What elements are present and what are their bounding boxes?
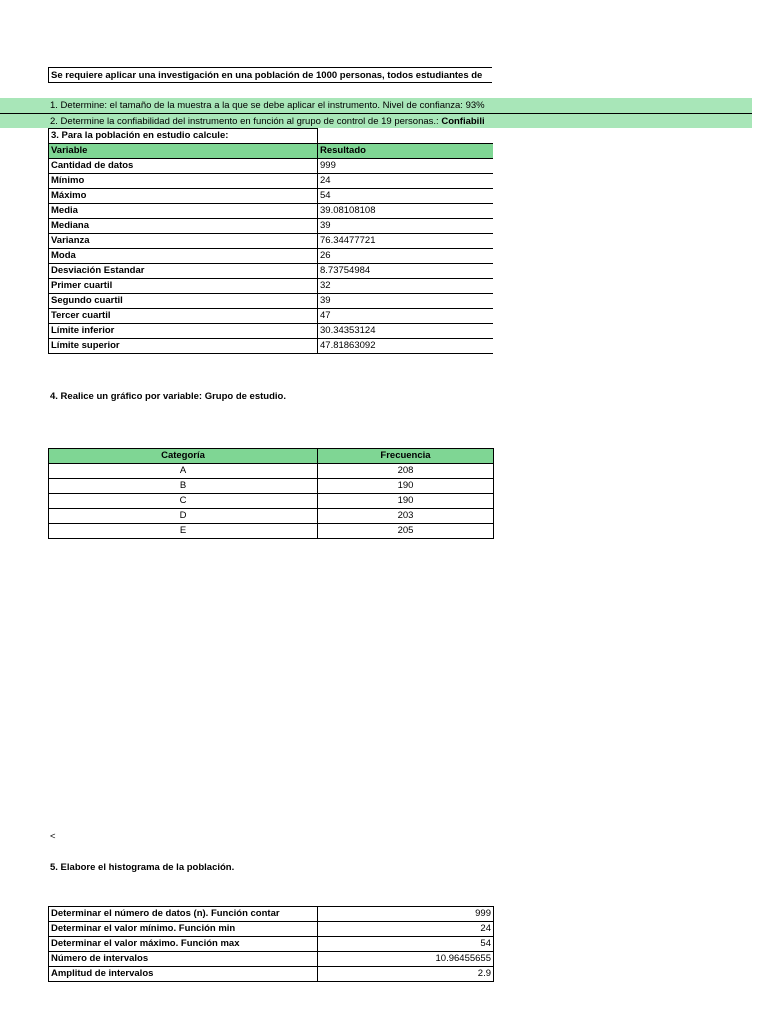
table-row — [49, 464, 494, 479]
step-label: Determinar el número de datos (n). Función contar — [49, 907, 318, 922]
header-result: Resultado — [318, 144, 494, 159]
empty-cell — [318, 129, 494, 144]
task-3-heading: 3. Para la población en estudio calcule: — [49, 129, 318, 144]
variable-name: Primer cuartil — [49, 279, 318, 294]
table-row — [49, 494, 494, 509]
frequency: 205 — [318, 524, 494, 539]
table-row — [49, 219, 494, 234]
table-row — [49, 339, 494, 354]
step-label: Determinar el valor mínimo. Función min — [49, 922, 318, 937]
table-row — [49, 174, 494, 189]
category: A — [49, 464, 318, 479]
step-label: Número de intervalos — [49, 952, 318, 967]
histogram-table — [48, 906, 494, 982]
variable-value: 39 — [318, 219, 494, 234]
variable-name: Media — [49, 204, 318, 219]
table-row — [49, 937, 494, 952]
table-row — [49, 294, 494, 309]
statistics-table — [48, 128, 493, 354]
table-row — [49, 509, 494, 524]
table-row — [49, 922, 494, 937]
stray-character: < — [50, 831, 56, 842]
variable-value: 999 — [318, 159, 494, 174]
variable-value: 8.73754984 — [318, 264, 494, 279]
task-4-heading: 4. Realice un gráfico por variable: Grupo de estudio. — [50, 391, 286, 402]
table-row — [49, 249, 494, 264]
table-row — [49, 279, 494, 294]
category: C — [49, 494, 318, 509]
step-value: 10.96455655 — [318, 952, 494, 967]
variable-value: 24 — [318, 174, 494, 189]
variable-name: Desviación Estandar — [49, 264, 318, 279]
table-row — [49, 234, 494, 249]
task-1-row: 1. Determine: el tamaño de la muestra a la que se debe aplicar el instrumento. Nivel de confianza: 93% — [0, 98, 752, 113]
step-value: 24 — [318, 922, 494, 937]
table-row — [49, 159, 494, 174]
variable-name: Segundo cuartil — [49, 294, 318, 309]
variable-value: 30.34353124 — [318, 324, 494, 339]
step-value: 54 — [318, 937, 494, 952]
table-row — [49, 479, 494, 494]
task-2-bold-text: Confiabili — [441, 116, 485, 127]
statistics-header-row — [49, 144, 494, 159]
table-row — [49, 189, 494, 204]
frequency: 208 — [318, 464, 494, 479]
frequency: 190 — [318, 479, 494, 494]
frequency-table — [48, 448, 494, 539]
frequency-header-row — [49, 449, 494, 464]
variable-name: Moda — [49, 249, 318, 264]
variable-value: 47.81863092 — [318, 339, 494, 354]
frequency: 203 — [318, 509, 494, 524]
variable-name: Cantidad de datos — [49, 159, 318, 174]
variable-value: 39 — [318, 294, 494, 309]
category: D — [49, 509, 318, 524]
table-row — [49, 324, 494, 339]
category: B — [49, 479, 318, 494]
variable-name: Máximo — [49, 189, 318, 204]
variable-value: 39.08108108 — [318, 204, 494, 219]
task-2-text: 2. Determine la confiabilidad del instrumento en función al grupo de control de 19 personas.: — [50, 116, 442, 127]
step-value: 2.9 — [318, 967, 494, 982]
table-row — [49, 264, 494, 279]
table-row — [49, 952, 494, 967]
header-variable: Variable — [49, 144, 318, 159]
table-row — [49, 309, 494, 324]
variable-value: 26 — [318, 249, 494, 264]
intro-statement: Se requiere aplicar una investigación en una población de 1000 personas, todos estudiantes de — [48, 67, 492, 83]
variable-value: 76.34477721 — [318, 234, 494, 249]
header-category: Categoría — [49, 449, 318, 464]
category: E — [49, 524, 318, 539]
variable-name: Tercer cuartil — [49, 309, 318, 324]
frequency: 190 — [318, 494, 494, 509]
variable-name: Varianza — [49, 234, 318, 249]
table-row — [49, 204, 494, 219]
variable-name: Mediana — [49, 219, 318, 234]
step-value: 999 — [318, 907, 494, 922]
variable-name: Límite superior — [49, 339, 318, 354]
table-row — [49, 907, 494, 922]
step-label: Amplitud de intervalos — [49, 967, 318, 982]
step-label: Determinar el valor máximo. Función max — [49, 937, 318, 952]
variable-value: 32 — [318, 279, 494, 294]
table-row — [49, 524, 494, 539]
variable-name: Límite inferior — [49, 324, 318, 339]
task-5-heading: 5. Elabore el histograma de la población. — [50, 862, 235, 873]
header-frequency: Frecuencia — [318, 449, 494, 464]
variable-value: 47 — [318, 309, 494, 324]
variable-value: 54 — [318, 189, 494, 204]
table-row — [49, 967, 494, 982]
variable-name: Mínimo — [49, 174, 318, 189]
task-2-row — [0, 113, 752, 128]
